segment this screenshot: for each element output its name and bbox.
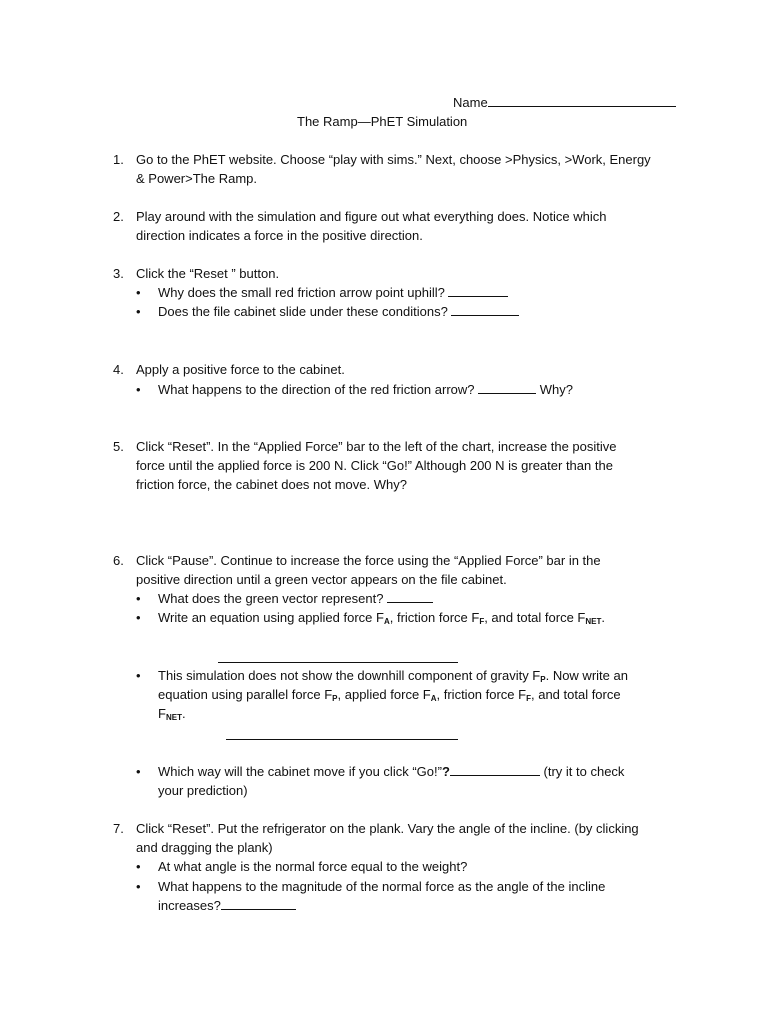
q6-number: 6. bbox=[113, 553, 124, 568]
q4-bullet1-why: Why? bbox=[539, 382, 573, 397]
q4-number: 4. bbox=[113, 362, 124, 377]
q6-bullet2-text-b: , friction force F bbox=[389, 610, 480, 625]
q4-bullet1-blank[interactable] bbox=[478, 380, 536, 394]
q4-bullet1 bbox=[158, 380, 573, 399]
q6-bullet1-text: What does the green vector represent? bbox=[158, 591, 384, 606]
q5-line3: friction force, the cabinet does not move. Why? bbox=[136, 477, 407, 492]
q7-bullet2-l2-text: increases? bbox=[158, 898, 221, 913]
q3-number: 3. bbox=[113, 266, 124, 281]
q6-bullet2-text-d: . bbox=[601, 610, 605, 625]
q7-bullet1-glyph: • bbox=[136, 859, 141, 874]
subscript-p: P bbox=[540, 675, 546, 684]
q2-number: 2. bbox=[113, 209, 124, 224]
q6-line2: positive direction until a green vector appears on the file cabinet. bbox=[136, 572, 507, 587]
name-blank[interactable] bbox=[488, 93, 676, 107]
q6-bullet4-line1: Which way will the cabinet move if you click “Go!”? (try it to check bbox=[158, 764, 625, 779]
q7-bullet2-blank[interactable] bbox=[221, 896, 296, 910]
q7-number: 7. bbox=[113, 821, 124, 836]
q6-answer-line-2[interactable] bbox=[226, 739, 458, 740]
q6-bullet2-glyph: • bbox=[136, 610, 141, 625]
q6-bullet4-l1-a: Which way will the cabinet move if you click “Go!” bbox=[158, 764, 442, 779]
subscript-a: A bbox=[383, 617, 390, 626]
q4-bullet1-text: What happens to the direction of the red friction arrow? bbox=[158, 382, 475, 397]
q3-line1: Click the “Reset ” button. bbox=[136, 266, 280, 281]
q1-number: 1. bbox=[113, 152, 124, 167]
name-label: Name bbox=[453, 95, 488, 110]
q6-bullet3-l3-a: F bbox=[158, 706, 166, 721]
q7-line2: and dragging the plank) bbox=[136, 840, 273, 855]
q3-bullet2-glyph: • bbox=[136, 304, 141, 319]
q3-bullet1 bbox=[158, 283, 508, 302]
q5-number: 5. bbox=[113, 439, 124, 454]
q3-bullet1-glyph: • bbox=[136, 285, 141, 300]
q6-bullet3-l2-d: , and total force bbox=[530, 687, 621, 702]
q6-bullet4-line2: your prediction) bbox=[158, 783, 248, 798]
q6-bullet3-line3 bbox=[158, 704, 186, 727]
q6-bullet3-line2 bbox=[158, 685, 621, 708]
q6-bullet2 bbox=[158, 608, 605, 631]
q6-bullet3-l1-a: This simulation does not show the downhill component of gravity F bbox=[158, 668, 541, 683]
subscript-f: F bbox=[479, 617, 485, 626]
q6-bullet3-l2-b: , applied force F bbox=[337, 687, 431, 702]
name-label-line bbox=[453, 93, 676, 112]
q7-bullet2-line1: What happens to the magnitude of the normal force as the angle of the incline bbox=[158, 879, 606, 894]
q2-line1: Play around with the simulation and figure out what everything does. Notice which bbox=[136, 209, 607, 224]
q6-bullet2-text-a: Write an equation using applied force F bbox=[158, 610, 384, 625]
q7-bullet2-glyph: • bbox=[136, 879, 141, 894]
q6-bullet3-l1-b: . Now write an bbox=[545, 668, 628, 683]
q6-bullet3-l3-b: . bbox=[181, 706, 186, 721]
subscript-p: P bbox=[332, 694, 338, 703]
subscript-net: NET bbox=[585, 617, 602, 626]
q5-line1: Click “Reset”. In the “Applied Force” bar to the left of the chart, increase the positive bbox=[136, 439, 617, 454]
q1-line1: Go to the PhET website. Choose “play with sims.” Next, choose >Physics, >Work, Energy bbox=[136, 152, 651, 167]
q1-line2: & Power>The Ramp. bbox=[136, 171, 258, 186]
q6-bullet2-text-c: , and total force F bbox=[484, 610, 586, 625]
q6-bullet1-blank[interactable] bbox=[387, 589, 433, 603]
page-title: The Ramp—PhET Simulation bbox=[297, 114, 468, 129]
q4-bullet1-glyph: • bbox=[136, 382, 141, 397]
q6-bullet3-l2-c: , friction force F bbox=[436, 687, 527, 702]
q6-bullet1-glyph: • bbox=[136, 591, 141, 606]
q5-line2: force until the applied force is 200 N. Click “Go!” Although 200 N is greater than the bbox=[136, 458, 613, 473]
q3-bullet2-text: Does the file cabinet slide under these conditions? bbox=[158, 304, 448, 319]
q3-bullet2 bbox=[158, 302, 519, 321]
q6-answer-line-1[interactable] bbox=[218, 662, 458, 663]
q7-line1: Click “Reset”. Put the refrigerator on the plank. Vary the angle of the incline. (by clicking bbox=[136, 821, 639, 836]
q6-bullet1 bbox=[158, 589, 433, 608]
q3-bullet1-text: Why does the small red friction arrow point uphill? bbox=[158, 285, 445, 300]
q3-bullet2-blank[interactable] bbox=[451, 302, 519, 316]
q6-bullet4-blank[interactable] bbox=[450, 762, 540, 776]
q4-line1: Apply a positive force to the cabinet. bbox=[136, 362, 345, 377]
q6-bullet4-l1-b: (try it to check bbox=[543, 764, 625, 779]
q6-bullet3-l2-a: equation using parallel force F bbox=[158, 687, 333, 702]
subscript-a: A bbox=[430, 694, 437, 703]
q7-bullet1: At what angle is the normal force equal to the weight? bbox=[158, 859, 468, 874]
subscript-f: F bbox=[526, 694, 531, 703]
q6-bullet4-glyph: • bbox=[136, 764, 141, 779]
q6-bullet3-glyph: • bbox=[136, 668, 141, 683]
q6-line1: Click “Pause”. Continue to increase the force using the “Applied Force” bar in the bbox=[136, 553, 601, 568]
q2-line2: direction indicates a force in the positive direction. bbox=[136, 228, 423, 243]
subscript-net: NET bbox=[165, 713, 182, 722]
q7-bullet2-line2 bbox=[158, 896, 296, 915]
q3-bullet1-blank[interactable] bbox=[448, 283, 508, 297]
